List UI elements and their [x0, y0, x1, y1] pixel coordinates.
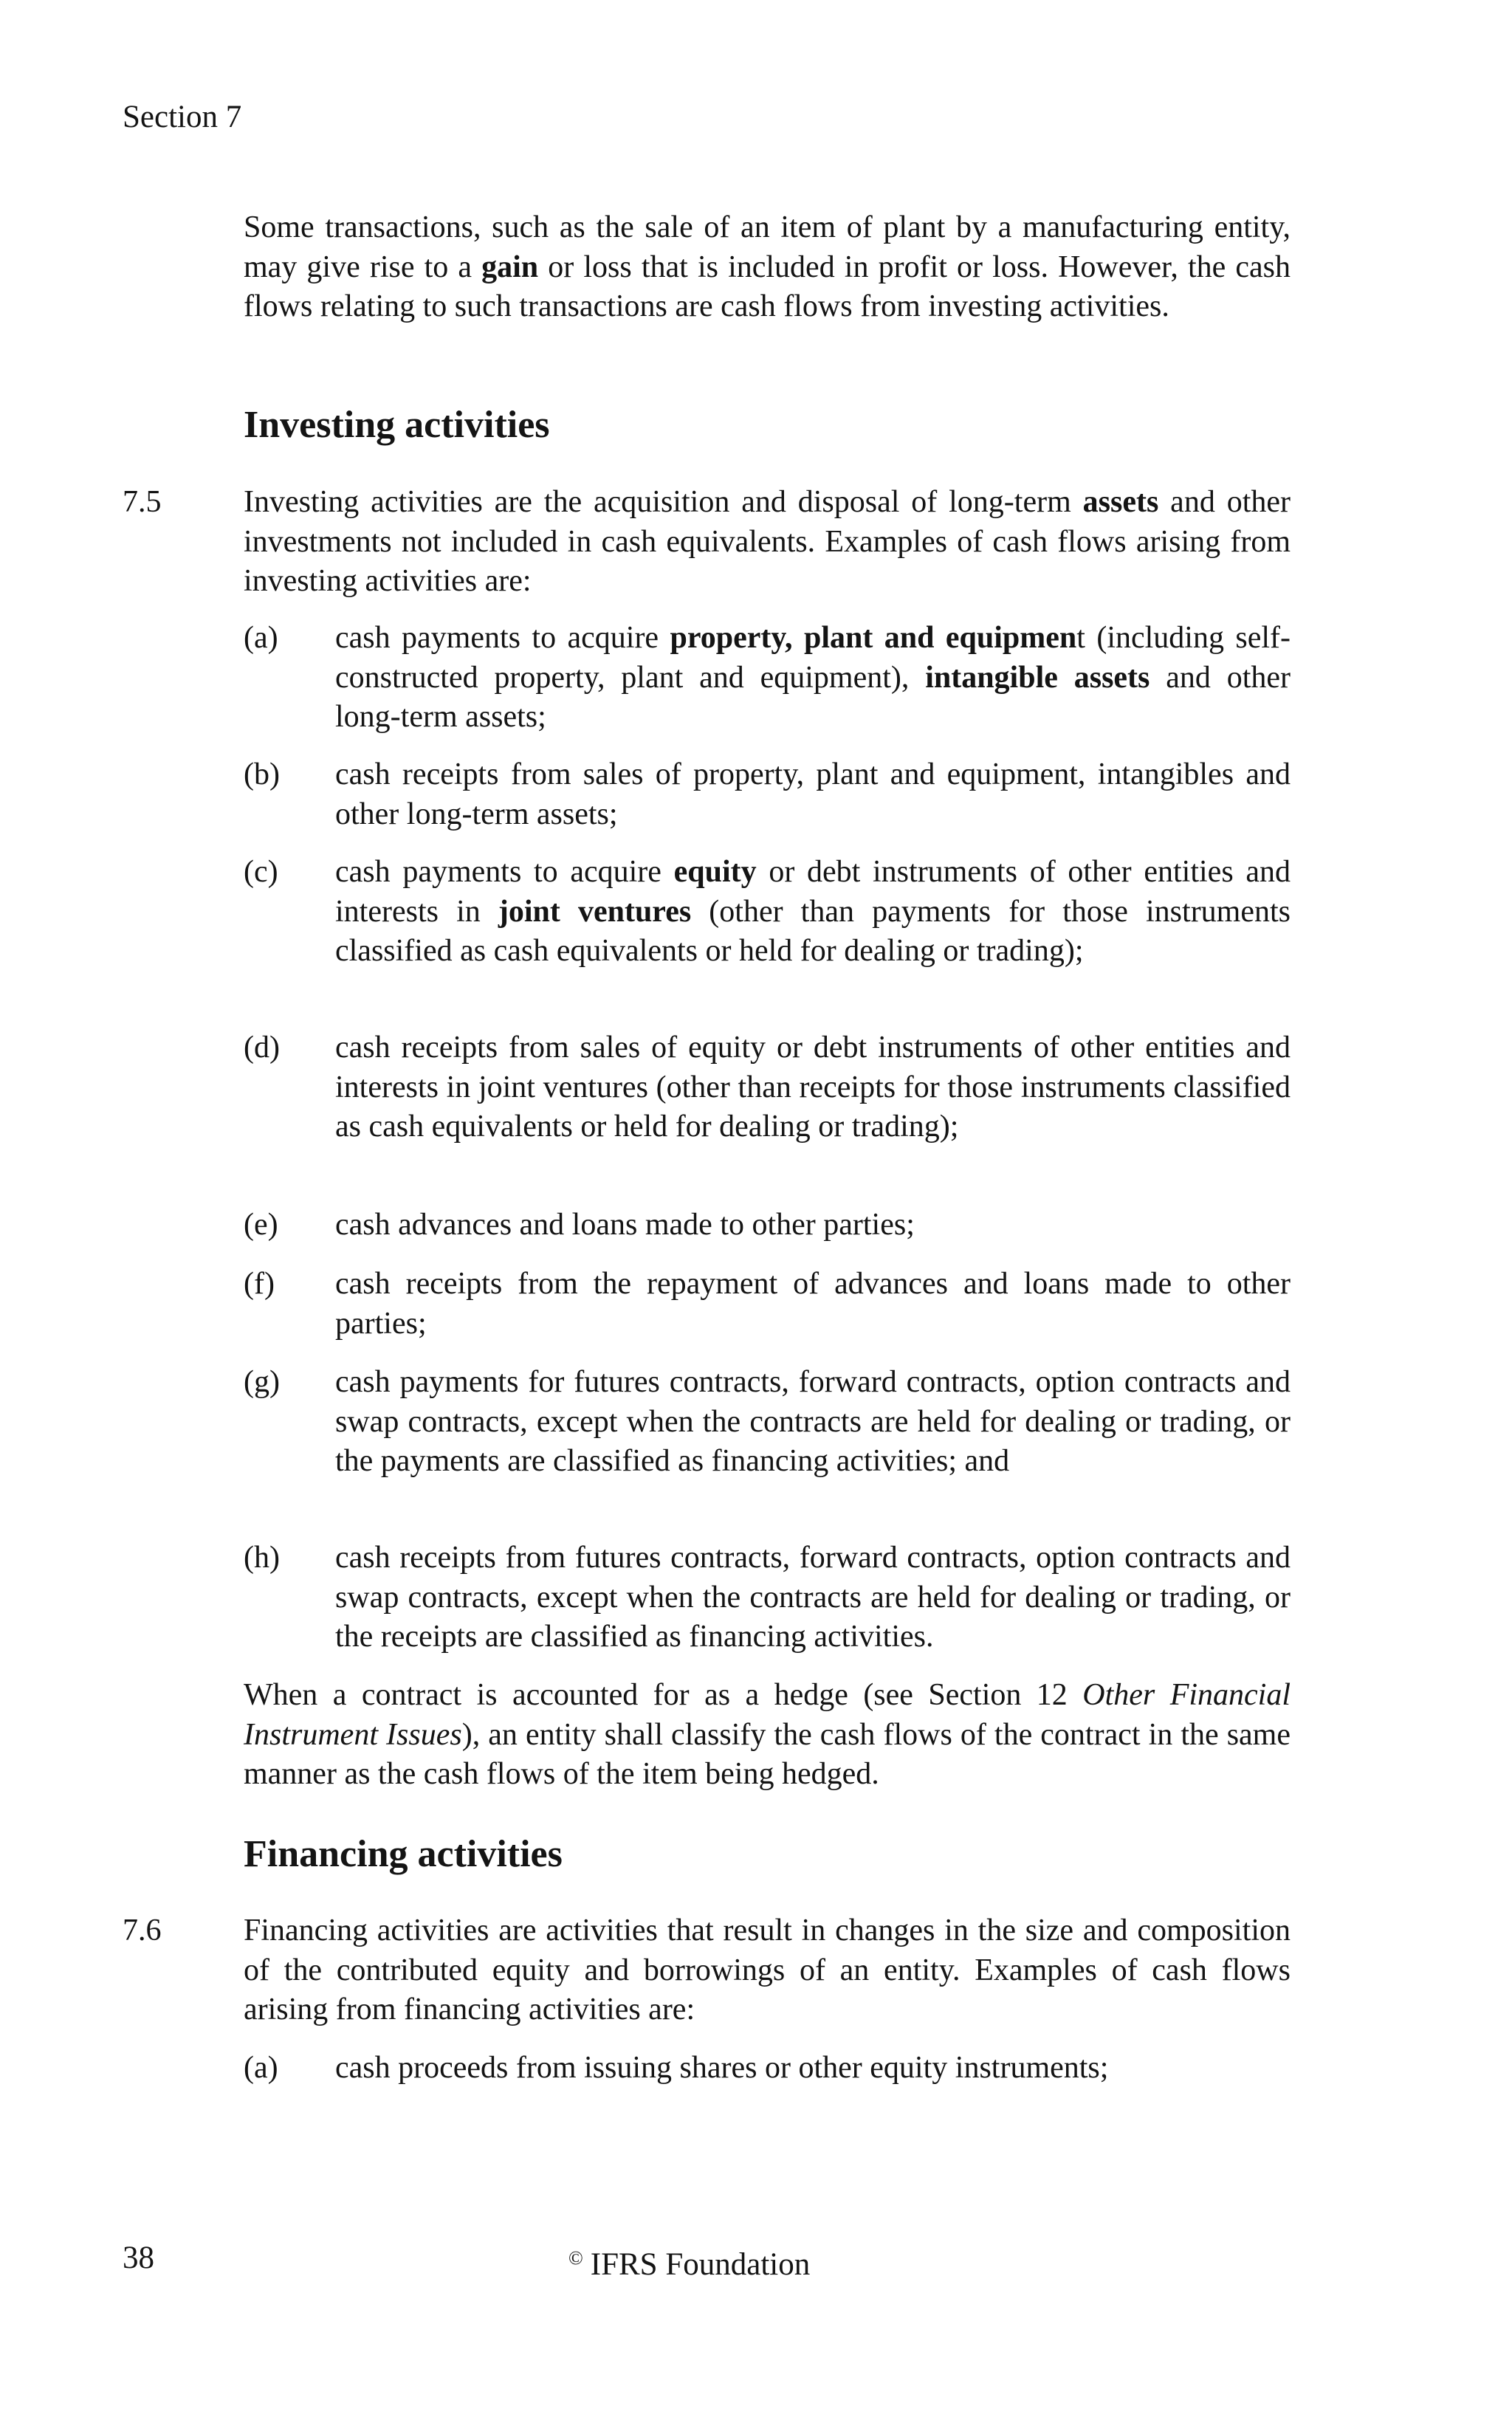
running-header: Section 7 [123, 100, 242, 134]
item-label: (g) [244, 1365, 280, 1399]
item-text: cash receipts from the repayment of advances and loans made to other parties; [335, 1267, 1291, 1341]
financing-activities-heading: Financing activities [244, 1833, 563, 1875]
item-text-part: cash payments to acquire [335, 621, 670, 655]
footer-copyright [568, 2238, 810, 2285]
investing-item-a [244, 619, 1291, 738]
intangible-assets-term: intangible assets [925, 660, 1150, 695]
item-text: cash proceeds from issuing shares or other equity instruments; [335, 2051, 1109, 2085]
financing-intro-paragraph: Financing activities are activities that result in changes in the size and composition of the contributed equity and borrowings of an entity. Examples of cash flows arising from financing activities are: [244, 1914, 1291, 2026]
investing-intro-text-b: and other investments not included in cash equivalents. Examples of cash flows arising from investing activities are: [244, 485, 1291, 598]
item-text: cash advances and loans made to other parties; [335, 1208, 915, 1242]
intro-text-a: Some transactions, such as the sale of an item of plant by a manufacturing entity, may give rise to a [244, 210, 1291, 284]
item-label: (e) [244, 1208, 278, 1242]
investing-item-d [244, 1028, 1291, 1147]
item-label: (a) [244, 2051, 278, 2085]
hedge-text-a: When a contract is accounted for as a hedge (see Section 12 [244, 1678, 1083, 1712]
item-label: (a) [244, 621, 278, 655]
assets-term: assets [1082, 485, 1159, 519]
equity-term: equity [673, 855, 757, 889]
ppe-term: property, plant and equipmen [670, 621, 1077, 655]
item-label: (h) [244, 1541, 280, 1575]
item-label: (f) [244, 1267, 275, 1301]
investing-item-e [244, 1206, 1291, 1245]
item-text-part: or debt instruments of other entities and interests in [335, 855, 1291, 929]
investing-intro-text-a: Investing activities are the acquisition and disposal of long-term [244, 485, 1083, 519]
item-text: cash receipts from sales of property, plant and equipment, intangibles and other long-term assets; [335, 757, 1291, 831]
paragraph-number-7-6: 7.6 [123, 1914, 162, 1947]
gain-term: gain [481, 250, 539, 284]
item-text-part: t (including self-constructed property, plant and equipment), [335, 621, 1291, 695]
item-text: cash receipts from futures contracts, forward contracts, option contracts and swap contracts, except when the contracts are held for dealing or trading, or the receipts are classified as financing activities. [335, 1541, 1291, 1654]
item-label: (c) [244, 855, 278, 889]
item-text [335, 853, 1291, 972]
intro-text-b: or loss that is included in profit or loss. However, the cash flows relating to such transactions are cash flows from investing activities. [244, 250, 1291, 323]
item-label: (b) [244, 757, 280, 791]
item-text-part: and other long-term assets; [335, 660, 1291, 734]
page-number: 38 [123, 2241, 154, 2275]
item-text-part: (other than payments for those instruments classified as cash equivalents or held for dealing or trading); [335, 894, 1291, 968]
investing-item-c [244, 853, 1291, 972]
item-label: (d) [244, 1031, 280, 1065]
investing-intro-paragraph [244, 483, 1291, 602]
copyright-text: IFRS Foundation [590, 2247, 811, 2282]
investing-item-b [244, 755, 1291, 834]
section-12-title: Other Financial Instrument Issues [244, 1678, 1291, 1752]
investing-item-g [244, 1363, 1291, 1482]
financing-item-a [244, 2049, 1291, 2088]
intro-paragraph [244, 208, 1291, 327]
hedge-text-b: ), an entity shall classify the cash flows of the contract in the same manner as the cash flows of the item being hedged. [244, 1717, 1291, 1791]
investing-item-h [244, 1538, 1291, 1657]
investing-activities-heading: Investing activities [244, 404, 550, 446]
item-text [335, 619, 1291, 738]
item-text: cash receipts from sales of equity or debt instruments of other entities and interests in joint ventures (other than receipts for those instruments classified as cash equivalents or held for dealing or trading); [335, 1031, 1291, 1144]
paragraph-number-7-5: 7.5 [123, 485, 162, 519]
joint-ventures-term: joint ventures [498, 894, 692, 929]
copyright-symbol: © [568, 2247, 583, 2269]
item-text-part: cash payments to acquire [335, 855, 674, 889]
hedge-paragraph [244, 1676, 1291, 1795]
investing-item-f [244, 1265, 1291, 1344]
item-text: cash payments for futures contracts, forward contracts, option contracts and swap contracts, except when the contracts are held for dealing or trading, or the payments are classified as financing activities; and [335, 1365, 1291, 1478]
